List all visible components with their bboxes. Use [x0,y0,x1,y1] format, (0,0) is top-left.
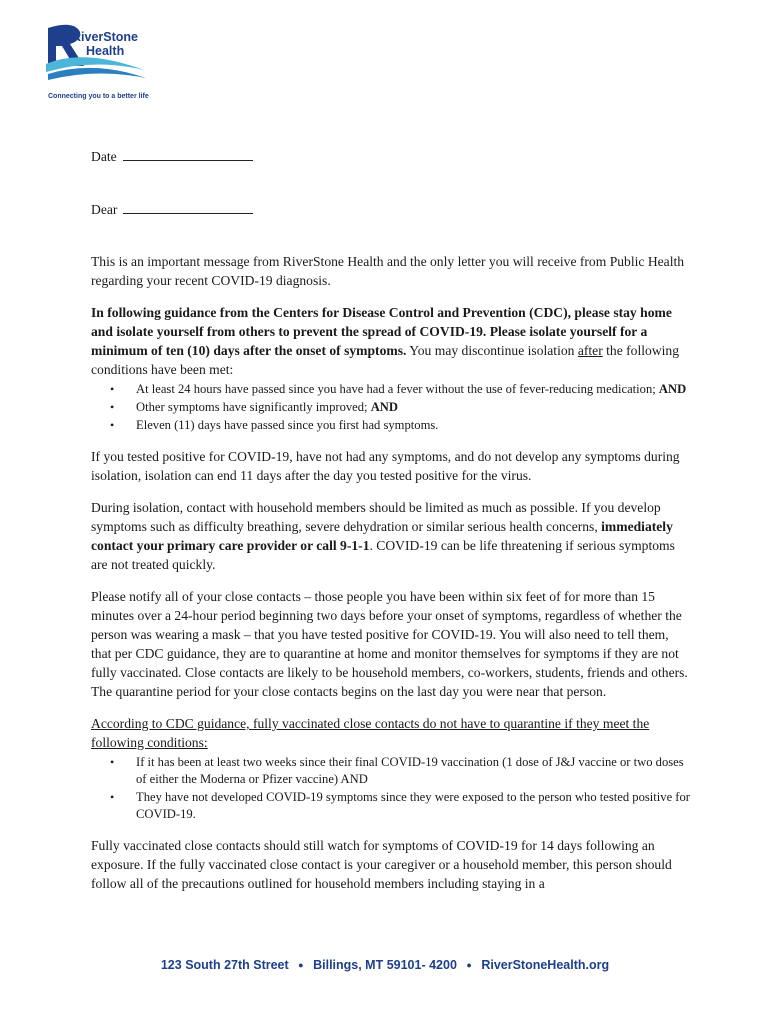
bullet-icon: ● [466,960,472,970]
logo-name [72,30,138,58]
dear-line [91,199,691,219]
list-item: • At least 24 hours have passed since you have had a fever without the use of fever-reducing medication; AND [136,381,691,398]
letter-body [91,146,691,906]
isolation-conditions-list [91,381,691,434]
footer [0,958,770,972]
guidance-paragraph [91,303,691,379]
contacts-paragraph: Please notify all of your close contacts – those people you have been within six feet of for more than 15 minutes over a 24-hour period beginning two days before your onset of symptoms, regardless of whether the person was wearing a mask – that you have tested positive for COVID-19. You will also need to tell them, that per CDC guidance, they are to quarantine at home and monitor themselves for symptoms if they are not fully vaccinated. Close contacts are likely to be household members, co-workers, students, friends and others. The quarantine period for your close contacts begins on the last day you were near that person. [91,589,688,699]
intro-paragraph: This is an important message from RiverStone Health and the only letter you will receive from Public Health regarding your recent COVID-19 diagnosis. [91,254,685,288]
date-line [91,146,691,166]
guidance-after: after [577,343,603,358]
no-symptoms-paragraph: If you tested positive for COVID-19, have not had any symptoms, and do not develop any symptoms during isolation, isolation can end 11 days after the day you tested positive for the virus. [91,449,680,483]
logo-name-line2: Health [86,44,125,58]
vaccinated-conditions-list [91,754,691,823]
footer-website[interactable]: RiverStoneHealth.org [481,958,610,972]
logo-name-line1: RiverStone [72,30,138,44]
list-item: • Eleven (11) days have passed since you first had symptoms. [136,417,691,434]
guidance-tail-2: the following conditions have been met: [91,343,680,377]
riverstone-logo [34,18,174,108]
date-label: Date [91,149,117,164]
vaccinated-heading: According to CDC guidance, fully vaccinated close contacts do not have to quarantine if they meet the following conditions: [91,716,650,750]
dear-blank [123,199,253,214]
bullet-icon: ● [298,960,304,970]
tagline: Connecting you to a better life [48,93,149,100]
vaccinated-watch-paragraph: Fully vaccinated close contacts should still watch for symptoms of COVID-19 for 14 days following an exposure. If the fully vaccinated close contact is your caregiver or a household member, this person should follow all of the precautions outlined for household members including staying in a [91,838,672,891]
household-bold: immediately contact your primary care provider or call 9-1-1 [91,519,673,553]
list-item: • If it has been at least two weeks since their final COVID-19 vaccination (1 dose of J&J vaccine or two doses of either the Moderna or Pfizer vaccine) AND [136,754,691,788]
list-item: • Other symptoms have significantly improved; AND [136,399,691,416]
guidance-bold: In following guidance from the Centers for Disease Control and Prevention (CDC), please stay home and isolate yourself from others to prevent the spread of COVID-19. Please isolate yourself for a minimum of ten (10) days after the onset of symptoms. [91,305,672,358]
household-paragraph: During isolation, contact with household members should be limited as much as possible. If you develop symptoms such as difficulty breathing, severe dehydration or similar serious health concerns, immediately contact your primary care provider or call 9-1-1. COVID-19 can be life threatening if serious symptoms are not treated quickly. [91,500,675,572]
guidance-tail-1: You may discontinue isolation [406,343,578,358]
list-item: • They have not developed COVID-19 symptoms since they were exposed to the person who tested positive for COVID-19. [136,789,691,823]
footer-address: 123 South 27th Street [160,958,289,972]
date-blank [123,146,253,161]
dear-label: Dear [91,202,118,217]
footer-city: Billings, MT 59101- 4200 [313,958,457,972]
